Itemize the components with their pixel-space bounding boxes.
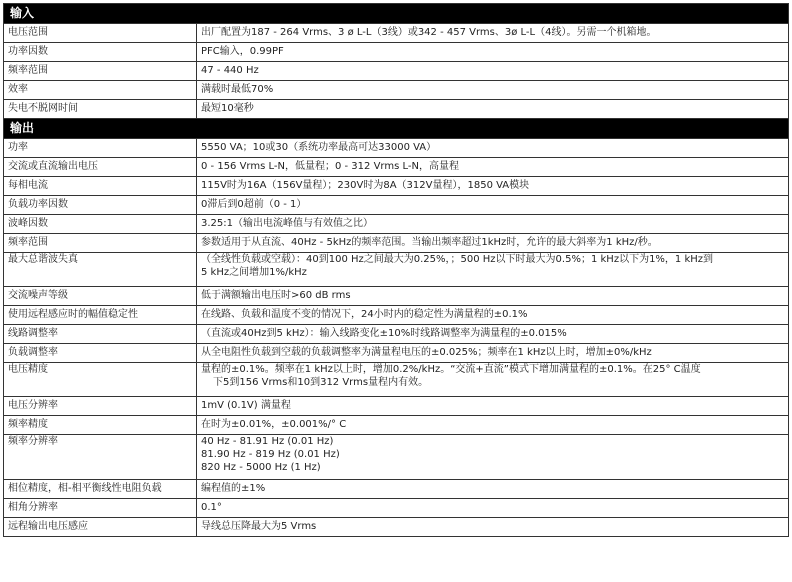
value-line: 40 Hz - 81.91 Hz (0.01 Hz)	[201, 436, 334, 447]
row-label: 波峰因数	[4, 215, 197, 234]
row-value: 满载时最低70%	[197, 81, 789, 100]
table-row	[4, 24, 789, 43]
value-line: 820 Hz - 5000 Hz (1 Hz)	[201, 462, 321, 473]
table-row	[4, 158, 789, 177]
row-label: 每相电流	[4, 177, 197, 196]
row-value	[197, 253, 789, 287]
table-row	[4, 287, 789, 306]
table-row	[4, 397, 789, 416]
row-label: 负载调整率	[4, 344, 197, 363]
row-label: 电压精度	[4, 363, 197, 397]
table-row	[4, 177, 789, 196]
value-line: 5 kHz之间增加1%/kHz	[201, 267, 307, 278]
row-value: 0 - 156 Vrms L-N，低量程；0 - 312 Vrms L-N，高量程	[197, 158, 789, 177]
row-label: 频率范围	[4, 234, 197, 253]
row-value: 1mV (0.1V) 满量程	[197, 397, 789, 416]
value-line: （全线性负载或空载）：40到100 Hz之间最大为0.25%，；500 Hz以下时最大为0.5%；1 kHz以下为1%，1 kHz到	[201, 254, 714, 265]
row-label: 负载功率因数	[4, 196, 197, 215]
table-row	[4, 363, 789, 397]
row-label: 频率精度	[4, 416, 197, 435]
row-value: 参数适用于从直流、40Hz - 5kHz的频率范围。当输出频率超过1kHz时，允许的最大斜率为1 kHz/秒。	[197, 234, 789, 253]
row-value: 导线总压降最大为5 Vrms	[197, 518, 789, 537]
table-row	[4, 325, 789, 344]
row-value: 在线路、负载和温度不变的情况下，24小时内的稳定性为满量程的±0.1%	[197, 306, 789, 325]
row-value: 115V时为16A（156V量程）；230V时为8A（312V量程），1850 VA模块	[197, 177, 789, 196]
row-value: （直流或40Hz到5 kHz）：输入线路变化±10%时线路调整率为满量程的±0.015%	[197, 325, 789, 344]
row-value: 编程值的±1%	[197, 480, 789, 499]
value-line: 量程的±0.1%。频率在1 kHz以上时，增加0.2%/kHz。“交流+直流”模式下增加满量程的±0.1%。在25° C温度	[201, 364, 701, 375]
row-label: 相位精度，相-相平衡线性电阻负载	[4, 480, 197, 499]
row-value: 出厂配置为187 - 264 Vrms、3 ø L-L（3线）或342 - 457 Vrms、3ø L-L（4线）。另需一个机箱地。	[197, 24, 789, 43]
section-title: 输出	[4, 119, 789, 139]
table-row	[4, 100, 789, 119]
section-header-output	[4, 119, 789, 139]
table-row	[4, 435, 789, 480]
row-value	[197, 435, 789, 480]
table-row	[4, 139, 789, 158]
row-label: 电压分辨率	[4, 397, 197, 416]
row-value: 0.1°	[197, 499, 789, 518]
value-line: 81.90 Hz - 819 Hz (0.01 Hz)	[201, 449, 340, 460]
row-label: 电压范围	[4, 24, 197, 43]
row-label: 最大总谐波失真	[4, 253, 197, 287]
row-value: 从全电阻性负载到空载的负载调整率为满量程电压的±0.025%；频率在1 kHz以上时，增加±0%/kHz	[197, 344, 789, 363]
table-row	[4, 499, 789, 518]
table-row	[4, 234, 789, 253]
table-row	[4, 306, 789, 325]
row-label: 相角分辨率	[4, 499, 197, 518]
table-row	[4, 480, 789, 499]
row-value: 5550 VA；10或30（系统功率最高可达33000 VA）	[197, 139, 789, 158]
table-row	[4, 196, 789, 215]
section-header-input	[4, 4, 789, 24]
table-row	[4, 344, 789, 363]
row-label: 频率范围	[4, 62, 197, 81]
table-row	[4, 518, 789, 537]
table-row	[4, 215, 789, 234]
spec-table	[3, 3, 789, 537]
value-line: 下5到156 Vrms和10到312 Vrms量程内有效。	[213, 377, 429, 388]
table-row	[4, 62, 789, 81]
row-label: 远程输出电压感应	[4, 518, 197, 537]
row-value: 0滞后到0超前（0 - 1）	[197, 196, 789, 215]
row-value	[197, 363, 789, 397]
row-label: 交流或直流输出电压	[4, 158, 197, 177]
row-label: 使用远程感应时的幅值稳定性	[4, 306, 197, 325]
row-value: 47 - 440 Hz	[197, 62, 789, 81]
table-row	[4, 81, 789, 100]
row-label: 线路调整率	[4, 325, 197, 344]
table-row	[4, 253, 789, 287]
table-row	[4, 43, 789, 62]
row-label: 功率	[4, 139, 197, 158]
row-value: 3.25:1（输出电流峰值与有效值之比）	[197, 215, 789, 234]
row-label: 效率	[4, 81, 197, 100]
row-value: PFC输入，0.99PF	[197, 43, 789, 62]
row-label: 功率因数	[4, 43, 197, 62]
row-value: 最短10毫秒	[197, 100, 789, 119]
row-value: 低于满额输出电压时>60 dB rms	[197, 287, 789, 306]
table-row	[4, 416, 789, 435]
row-label: 交流噪声等级	[4, 287, 197, 306]
section-title: 输入	[4, 4, 789, 24]
row-label: 失电不脱网时间	[4, 100, 197, 119]
row-value: 在时为±0.01%，±0.001%/° C	[197, 416, 789, 435]
row-label: 频率分辨率	[4, 435, 197, 480]
